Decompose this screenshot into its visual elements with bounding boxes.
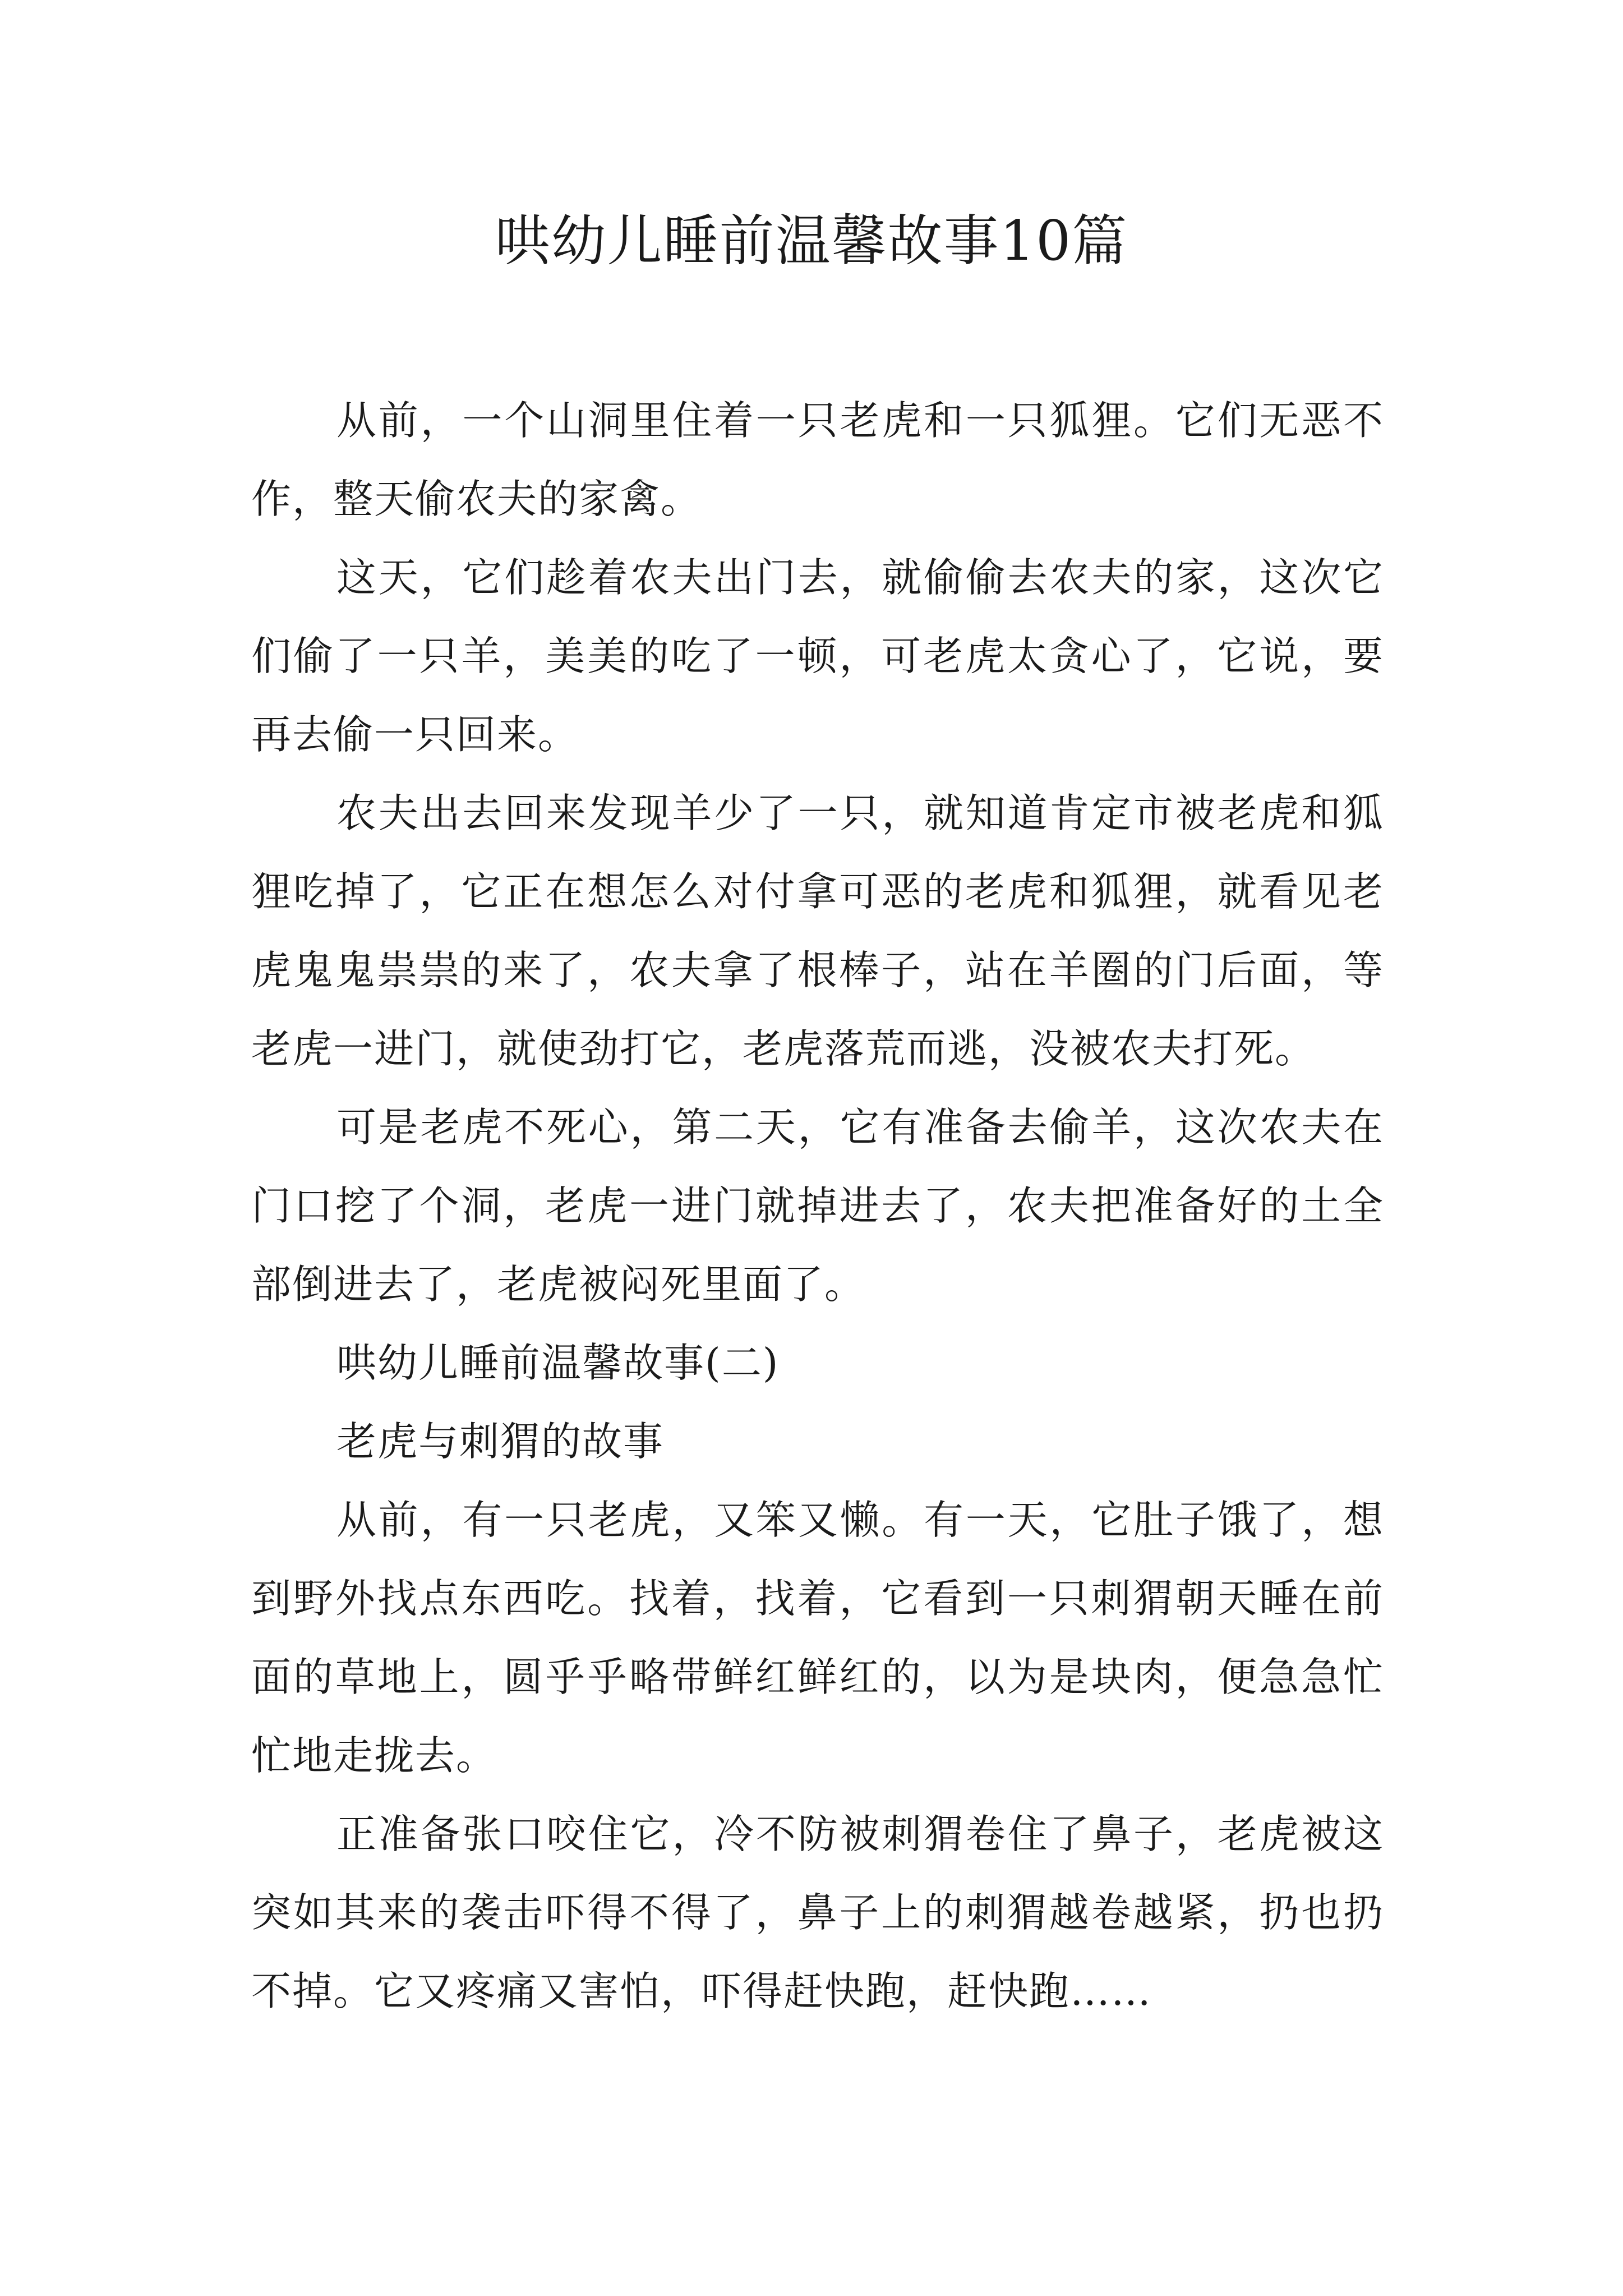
section-heading: 哄幼儿睡前温馨故事(二)	[336, 1340, 780, 1386]
story-title: 老虎与刺猬的故事	[336, 1418, 665, 1465]
document-title: 哄幼儿睡前温馨故事10篇	[495, 209, 1128, 273]
paragraph: 正准备张口咬住它，冷不防被刺猬卷住了鼻子，老虎被这突如其来的袭击吓得不得了，鼻子上的刺猬越卷越紧，扔也扔不掉。它又疼痛又害怕，吓得赶快跑，赶快跑……	[251, 1811, 1384, 2014]
paragraph: 农夫出去回来发现羊少了一只，就知道肯定市被老虎和狐狸吃掉了，它正在想怎么对付拿可恶的老虎和狐狸，就看见老虎鬼鬼祟祟的来了，农夫拿了根棒子，站在羊圈的门后面，等老虎一进门，就使劲打它，老虎落荒而逃，没被农夫打死。	[251, 790, 1384, 1072]
paragraph: 从前，有一只老虎，又笨又懒。有一天，它肚子饿了，想到野外找点东西吃。找着，找着，它看到一只刺猬朝天睡在前面的草地上，圆乎乎略带鲜红鲜红的，以为是块肉，便急急忙忙地走拢去。	[251, 1497, 1384, 1779]
paragraph: 可是老虎不死心，第二天，它有准备去偷羊，这次农夫在门口挖了个洞，老虎一进门就掉进去了，农夫把准备好的土全部倒进去了，老虎被闷死里面了。	[251, 1104, 1384, 1308]
paragraph: 从前，一个山洞里住着一只老虎和一只狐狸。它们无恶不作，整天偷农夫的家禽。	[251, 397, 1384, 522]
document-body	[251, 381, 1384, 2031]
paragraph: 这天，它们趁着农夫出门去，就偷偷去农夫的家，这次它们偷了一只羊，美美的吃了一顿，可老虎太贪心了，它说，要再去偷一只回来。	[251, 554, 1384, 758]
